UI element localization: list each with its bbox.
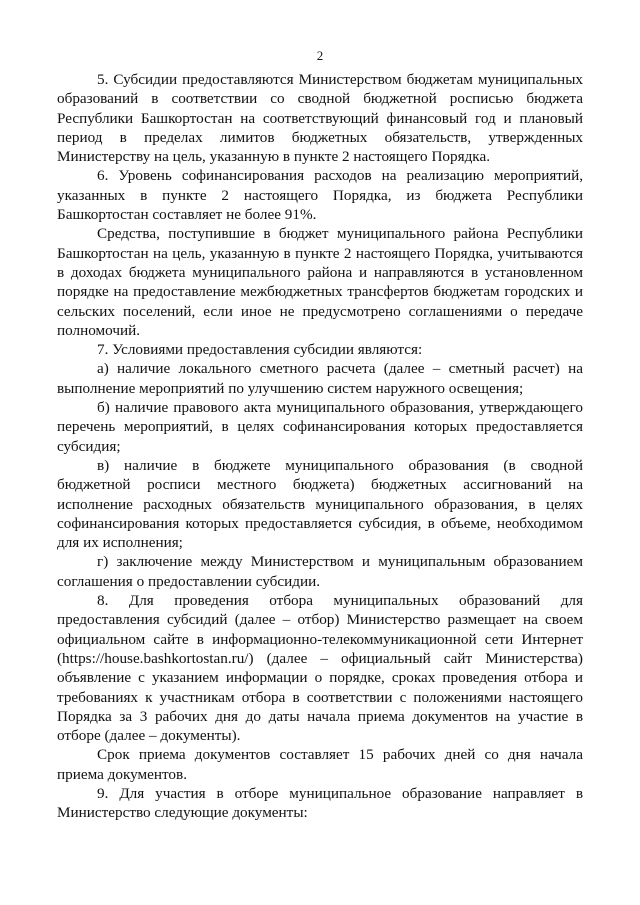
condition-v: в) наличие в бюджете муниципального образования (в сводной бюджетной росписи местного бюджета) бюджетных ассигнований на исполнение расходных обязательств муниципального образования, в целях софинансирования которых предоставляется субсидия, в объеме, необходимом для их исполнения; bbox=[57, 456, 583, 552]
paragraph-funds-municipal-district: Средства, поступившие в бюджет муниципального района Республики Башкортостан на цель, указанную в пункте 2 настоящего Порядка, учитываются в доходах бюджета муниципального района и направляются в установленном порядке на предоставление межбюджетных трансфертов бюджетам городских и сельских поселений, если иное не предусмотрено соглашениями о передаче полномочий. bbox=[57, 225, 583, 339]
paragraph-8-selection: 8. Для проведения отбора муниципальных образований для предоставления субсидий (далее – отбор) Министерство размещает на своем официальном сайте в информационно-телекоммуникационной сети Интернет (https://house.bashkortostan.ru/) (далее – официальный сайт Министерства) объявление с указанием информации о порядке, сроках проведения отбора и требованиях к участникам отбора в соответствии с положениями настоящего Порядка за 3 рабочих дня до даты начала приема документов на участие в отборе (далее – документы). bbox=[57, 592, 583, 745]
document-body bbox=[57, 70, 583, 823]
condition-a: а) наличие локального сметного расчета (далее – сметный расчет) на выполнение мероприятий по улучшению систем наружного освещения; bbox=[57, 360, 583, 397]
paragraph-7-conditions: 7. Условиями предоставления субсидии являются: bbox=[97, 341, 423, 359]
page-number: 2 bbox=[316, 48, 324, 63]
condition-g: г) заключение между Министерством и муниципальным образованием соглашения о предоставлении субсидии. bbox=[57, 553, 583, 590]
paragraph-9-participation: 9. Для участия в отборе муниципальное образование направляет в Министерство следующие документы: bbox=[57, 784, 583, 822]
paragraph-document-deadline: Срок приема документов составляет 15 рабочих дней со дня начала приема документов. bbox=[57, 746, 583, 783]
paragraph-6-cofinancing-level: 6. Уровень софинансирования расходов на реализацию мероприятий, указанных в пункте 2 настоящего Порядка, из бюджета Республики Башкортостан составляет не более 91%. bbox=[57, 167, 583, 224]
paragraph-5-subsidies: 5. Субсидии предоставляются Министерством бюджетам муниципальных образований в соответствии со сводной бюджетной росписью бюджета Республики Башкортостан на соответствующий финансовый год и плановый период в пределах лимитов бюджетных обязательств, утвержденных Министерству на цель, указанную в пункте 2 настоящего Порядка. bbox=[57, 71, 583, 166]
condition-b: б) наличие правового акта муниципального образования, утверждающего перечень мероприятий, в целях софинансирования которых предоставляется субсидия; bbox=[57, 399, 583, 455]
